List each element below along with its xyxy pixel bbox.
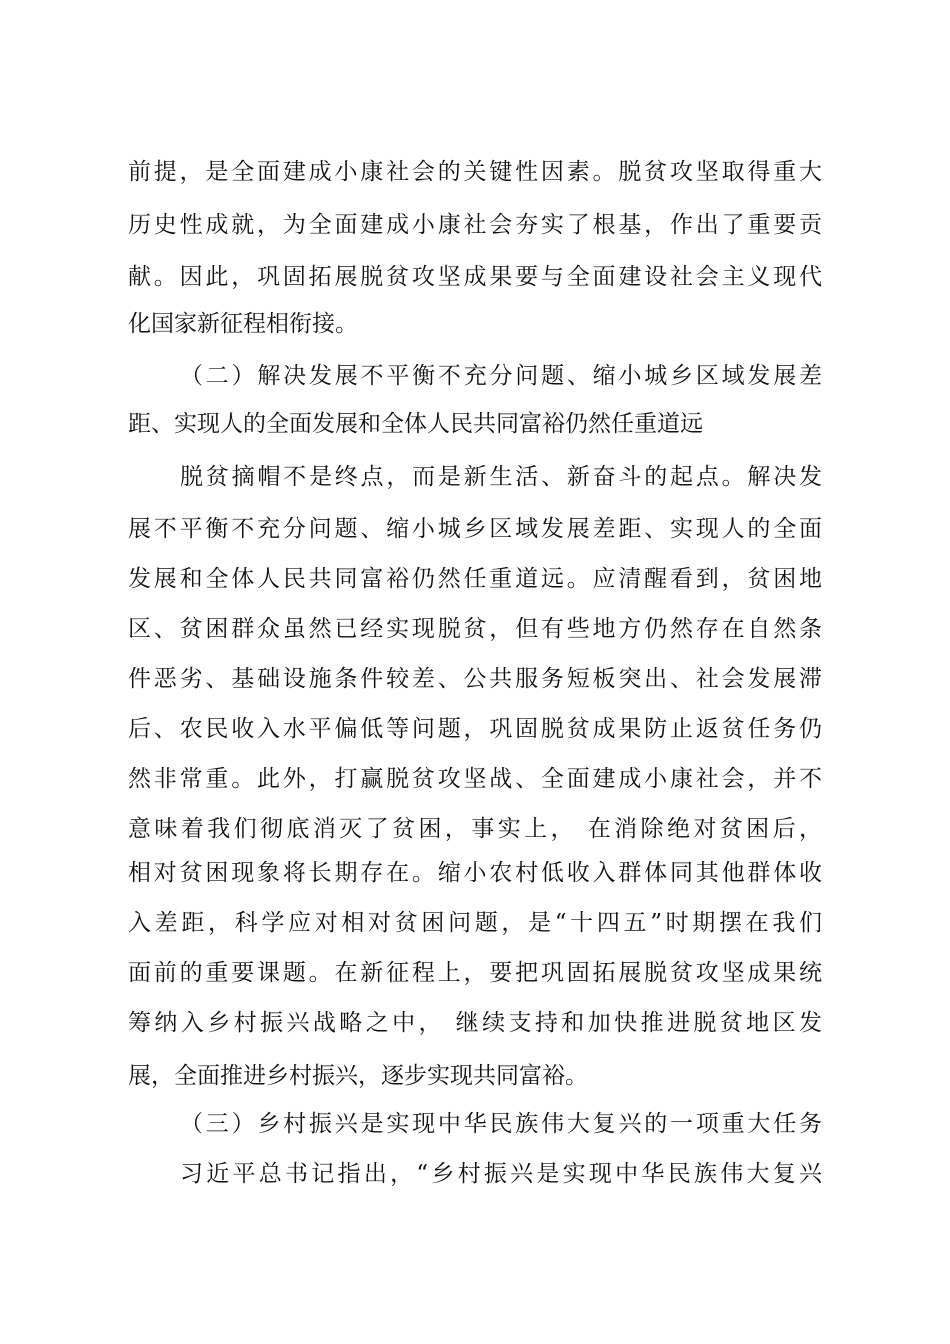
text-line: 展，全面推进乡村振兴，逐步实现共同富裕。 <box>128 1063 588 1089</box>
text-line: 前提，是全面建成小康社会的关键性因素。脱贫攻坚取得重大 <box>128 159 822 185</box>
text-line: 习近平总书记指出，“乡村振兴是实现中华民族伟大复兴 <box>180 1161 822 1187</box>
text-line: 相对贫困现象将长期存在。缩小农村低收入群体同其他群体收 <box>128 860 822 886</box>
text-line: 入差距，科学应对相对贫困问题，是“十四五”时期摆在我们 <box>128 910 822 936</box>
text-line: 献。因此，巩固拓展脱贫攻坚成果要与全面建设社会主义现代 <box>128 264 822 290</box>
text-line: 面前的重要课题。在新征程上，要把巩固拓展脱贫攻坚成果统 <box>128 960 822 986</box>
text-line: 筹纳入乡村振兴战略之中， 继续支持和加快推进脱贫地区发 <box>128 1010 822 1036</box>
text-line: 发展和全体人民共同富裕仍然任重道远。应清醒看到，贫困地 <box>128 566 822 592</box>
text-line: 区、贫困群众虽然已经实现脱贫，但有些地方仍然存在自然条 <box>128 616 822 642</box>
text-line: 件恶劣、基础设施条件较差、公共服务短板突出、社会发展滞 <box>128 666 822 692</box>
text-line: 后、农民收入水平偏低等问题，巩固脱贫成果防止返贫任务仍 <box>128 716 822 742</box>
text-line: 意味着我们彻底消灭了贫困，事实上， 在消除绝对贫困后， <box>128 816 822 842</box>
text-line: 历史性成就，为全面建成小康社会夯实了根基，作出了重要贡 <box>128 212 822 238</box>
text-line: 脱贫摘帽不是终点，而是新生活、新奋斗的起点。解决发 <box>180 464 822 490</box>
section-heading: 距、实现人的全面发展和全体人民共同富裕仍然任重道远 <box>128 411 703 437</box>
text-line: 然非常重。此外，打赢脱贫攻坚战、全面建成小康社会，并不 <box>128 766 822 792</box>
section-heading: （二）解决发展不平衡不充分问题、缩小城乡区域发展差 <box>180 363 822 389</box>
section-heading: （三）乡村振兴是实现中华民族伟大复兴的一项重大任务 <box>180 1111 822 1137</box>
text-line: 化国家新征程相衔接。 <box>128 311 358 337</box>
text-line: 展不平衡不充分问题、缩小城乡区域发展差距、实现人的全面 <box>128 516 822 542</box>
